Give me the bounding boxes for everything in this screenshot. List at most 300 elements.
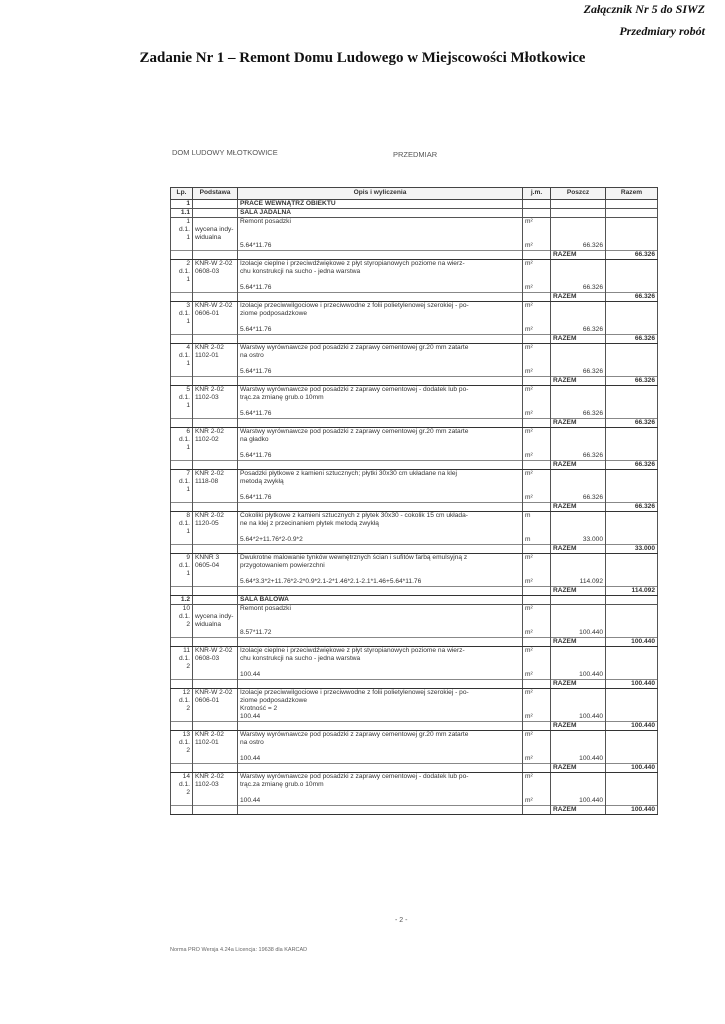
- calc-spacer: [606, 713, 658, 722]
- table-row: [171, 260, 658, 269]
- item-unit: [523, 697, 551, 705]
- item-basis: widualna: [193, 621, 238, 629]
- razem-spacer: [523, 587, 551, 596]
- calc-spacer: [606, 536, 658, 545]
- calc-value: 114.092: [551, 578, 606, 587]
- razem-spacer: [193, 503, 238, 512]
- calc-row: [171, 536, 658, 545]
- item-basis: [193, 486, 238, 494]
- item-basis: [193, 705, 238, 713]
- calc-row: [171, 494, 658, 503]
- item-description: chu konstrukcji na sucho - jedna warstwa: [238, 268, 523, 276]
- table-row: [171, 739, 658, 747]
- section-number: 1.2: [171, 596, 193, 605]
- item-description: ne na klej z przecinaniem płytek metodą zwykłą: [238, 520, 523, 528]
- calc-value: 66.326: [551, 494, 606, 503]
- item-unit: [523, 268, 551, 276]
- calc-spacer: [171, 284, 193, 293]
- item-lp: 1: [171, 276, 193, 284]
- calc-unit: m²: [523, 494, 551, 503]
- calc-spacer: [193, 629, 238, 638]
- item-partial: [551, 352, 606, 360]
- table-row: [171, 428, 658, 437]
- calc-unit: m²: [523, 242, 551, 251]
- razem-spacer: [523, 680, 551, 689]
- razem-label: RAZEM: [551, 419, 606, 428]
- razem-spacer: [238, 293, 523, 302]
- table-row: [171, 613, 658, 621]
- item-description: [238, 444, 523, 452]
- calc-unit: m²: [523, 713, 551, 722]
- razem-label: RAZEM: [551, 806, 606, 815]
- item-unit: m²: [523, 218, 551, 227]
- calc-value: 100.440: [551, 671, 606, 680]
- table-row: [171, 697, 658, 705]
- razem-label: RAZEM: [551, 638, 606, 647]
- calc-spacer: [171, 326, 193, 335]
- item-basis: 0608-03: [193, 655, 238, 663]
- item-basis: [193, 605, 238, 614]
- page-number: - 2 -: [395, 917, 408, 924]
- razem-row: [171, 251, 658, 260]
- razem-spacer: [171, 419, 193, 428]
- razem-spacer: [523, 503, 551, 512]
- razem-spacer: [193, 587, 238, 596]
- razem-value: 66.326: [606, 293, 658, 302]
- calc-spacer: [606, 326, 658, 335]
- calc-spacer: [171, 671, 193, 680]
- razem-spacer: [523, 722, 551, 731]
- item-partial: [551, 705, 606, 713]
- calc-spacer: [171, 755, 193, 764]
- razem-spacer: [238, 722, 523, 731]
- razem-spacer: [193, 764, 238, 773]
- calc-formula: 5.64*11.76: [238, 326, 523, 335]
- item-unit: [523, 226, 551, 234]
- item-partial: [551, 512, 606, 521]
- razem-spacer: [238, 806, 523, 815]
- calc-formula: 5.64*11.76: [238, 494, 523, 503]
- item-basis: [193, 318, 238, 326]
- item-unit: [523, 789, 551, 797]
- item-unit: [523, 621, 551, 629]
- calc-unit: m²: [523, 452, 551, 461]
- item-lp: 2: [171, 789, 193, 797]
- item-total: [606, 739, 658, 747]
- item-partial: [551, 613, 606, 621]
- item-basis: KNNR 3: [193, 554, 238, 563]
- razem-label: RAZEM: [551, 335, 606, 344]
- razem-spacer: [238, 377, 523, 386]
- item-partial: [551, 773, 606, 782]
- calc-spacer: [606, 671, 658, 680]
- item-basis: 1102-01: [193, 352, 238, 360]
- table-row: [171, 747, 658, 755]
- item-lp: d.1.: [171, 226, 193, 234]
- item-basis: 1102-02: [193, 436, 238, 444]
- item-lp: d.1.: [171, 520, 193, 528]
- item-partial: [551, 655, 606, 663]
- item-basis: [193, 276, 238, 284]
- item-lp: 1: [171, 486, 193, 494]
- item-description: [238, 360, 523, 368]
- table-row: [171, 344, 658, 353]
- table-row: [171, 647, 658, 656]
- attachment-label: Załącznik Nr 5 do SIWZ: [583, 2, 705, 16]
- section-spacer: [551, 200, 606, 209]
- table-row: [171, 234, 658, 242]
- item-total: [606, 781, 658, 789]
- item-description: przygotowaniem powierzchni: [238, 562, 523, 570]
- razem-value: 33.000: [606, 545, 658, 554]
- calc-spacer: [193, 797, 238, 806]
- table-row: [171, 655, 658, 663]
- calc-spacer: [171, 494, 193, 503]
- razem-row: [171, 722, 658, 731]
- item-partial: [551, 528, 606, 536]
- item-unit: [523, 444, 551, 452]
- item-unit: [523, 310, 551, 318]
- col-header-podstawa: Podstawa: [193, 188, 238, 200]
- item-basis: 0606-01: [193, 310, 238, 318]
- item-lp: 1: [171, 360, 193, 368]
- razem-spacer: [523, 377, 551, 386]
- page-title: Zadanie Nr 1 – Remont Domu Ludowego w Miejscowości Młotkowice: [139, 50, 586, 66]
- item-lp: 1: [171, 528, 193, 536]
- item-total: [606, 268, 658, 276]
- item-description: ziome podposadzkowe: [238, 310, 523, 318]
- item-total: [606, 428, 658, 437]
- item-unit: [523, 360, 551, 368]
- item-description: Dwukrotne malowanie tynków wewnętrznych ścian i sufitów farbą emulsyjną z: [238, 554, 523, 563]
- item-description: [238, 570, 523, 578]
- item-description: trąc.za zmianę grub.o 10mm: [238, 781, 523, 789]
- item-total: [606, 570, 658, 578]
- item-unit: m²: [523, 689, 551, 698]
- calc-spacer: [171, 713, 193, 722]
- item-lp: 1: [171, 402, 193, 410]
- calc-spacer: [193, 284, 238, 293]
- item-lp: 1: [171, 570, 193, 578]
- item-unit: m²: [523, 554, 551, 563]
- razem-value: 66.326: [606, 419, 658, 428]
- section-spacer: [606, 209, 658, 218]
- item-lp: d.1.: [171, 478, 193, 486]
- razem-row: [171, 545, 658, 554]
- item-unit: [523, 318, 551, 326]
- item-description: trąc.za zmianę grub.o 10mm: [238, 394, 523, 402]
- section-spacer: [193, 209, 238, 218]
- item-basis: KNR-W 2-02: [193, 260, 238, 269]
- item-basis: KNR-W 2-02: [193, 302, 238, 311]
- item-total: [606, 402, 658, 410]
- calc-value: 100.440: [551, 797, 606, 806]
- item-partial: [551, 234, 606, 242]
- item-total: [606, 621, 658, 629]
- table-row: [171, 302, 658, 311]
- razem-spacer: [238, 461, 523, 470]
- razem-spacer: [193, 545, 238, 554]
- calc-spacer: [606, 629, 658, 638]
- item-lp: 2: [171, 705, 193, 713]
- item-unit: m²: [523, 386, 551, 395]
- item-unit: m²: [523, 605, 551, 614]
- table-row: [171, 562, 658, 570]
- item-lp: 1: [171, 444, 193, 452]
- calc-formula: 5.64*11.76: [238, 242, 523, 251]
- calc-spacer: [171, 242, 193, 251]
- item-description: [238, 234, 523, 242]
- item-lp: d.1.: [171, 394, 193, 402]
- table-row: [171, 226, 658, 234]
- calc-spacer: [171, 629, 193, 638]
- table-row: [171, 360, 658, 368]
- item-description: Cokoliki płytkowe z kamieni sztucznych z płytek 30x30 - cokolik 15 cm układa-: [238, 512, 523, 521]
- razem-spacer: [193, 419, 238, 428]
- item-basis: [193, 663, 238, 671]
- calc-value: 33.000: [551, 536, 606, 545]
- section-spacer: [523, 200, 551, 209]
- calc-formula: 100.44: [238, 671, 523, 680]
- razem-spacer: [238, 545, 523, 554]
- calc-row: [171, 368, 658, 377]
- item-total: [606, 689, 658, 698]
- item-lp: 5: [171, 386, 193, 395]
- item-total: [606, 360, 658, 368]
- calc-spacer: [193, 578, 238, 587]
- calc-spacer: [193, 536, 238, 545]
- item-total: [606, 663, 658, 671]
- razem-spacer: [193, 806, 238, 815]
- item-description: Krotność = 2: [238, 705, 523, 713]
- item-total: [606, 344, 658, 353]
- item-basis: 1102-03: [193, 781, 238, 789]
- item-unit: [523, 234, 551, 242]
- razem-label: RAZEM: [551, 461, 606, 470]
- razem-row: [171, 293, 658, 302]
- razem-spacer: [171, 251, 193, 260]
- calc-spacer: [171, 452, 193, 461]
- item-basis: 1102-03: [193, 394, 238, 402]
- calc-value: 100.440: [551, 629, 606, 638]
- item-basis: wycena indy-: [193, 226, 238, 234]
- razem-row: [171, 587, 658, 596]
- item-total: [606, 310, 658, 318]
- calc-formula: 5.64*11.76: [238, 452, 523, 461]
- razem-spacer: [523, 638, 551, 647]
- section-spacer: [551, 209, 606, 218]
- table-row: [171, 386, 658, 395]
- table-row: [171, 731, 658, 740]
- item-basis: KNR 2-02: [193, 344, 238, 353]
- calc-unit: m²: [523, 797, 551, 806]
- item-description: Warstwy wyrównawcze pod posadzki z zaprawy cementowej gr.20 mm zatarte: [238, 731, 523, 740]
- calc-unit: m²: [523, 578, 551, 587]
- table-row: [171, 663, 658, 671]
- table-row: [171, 520, 658, 528]
- item-unit: m²: [523, 773, 551, 782]
- item-total: [606, 528, 658, 536]
- item-lp: d.1.: [171, 352, 193, 360]
- item-partial: [551, 276, 606, 284]
- table-row: [171, 478, 658, 486]
- table-row: [171, 773, 658, 782]
- item-description: [238, 226, 523, 234]
- item-basis: KNR 2-02: [193, 428, 238, 437]
- item-total: [606, 605, 658, 614]
- item-partial: [551, 605, 606, 614]
- calc-unit: m²: [523, 368, 551, 377]
- item-description: [238, 486, 523, 494]
- calc-value: 66.326: [551, 242, 606, 251]
- item-partial: [551, 394, 606, 402]
- item-basis: 1102-01: [193, 739, 238, 747]
- razem-spacer: [171, 545, 193, 554]
- item-lp: d.1.: [171, 268, 193, 276]
- razem-value: 100.440: [606, 722, 658, 731]
- razem-spacer: [171, 503, 193, 512]
- calc-row: [171, 755, 658, 764]
- razem-spacer: [171, 335, 193, 344]
- section-row: [171, 596, 658, 605]
- item-partial: [551, 310, 606, 318]
- razem-spacer: [238, 587, 523, 596]
- razem-value: 66.326: [606, 377, 658, 386]
- item-basis: [193, 218, 238, 227]
- razem-spacer: [171, 764, 193, 773]
- section-title: SALA JADALNA: [238, 209, 523, 218]
- razem-spacer: [171, 461, 193, 470]
- razem-spacer: [523, 461, 551, 470]
- item-partial: [551, 663, 606, 671]
- item-basis: KNR-W 2-02: [193, 647, 238, 656]
- item-total: [606, 613, 658, 621]
- calc-spacer: [171, 536, 193, 545]
- razem-spacer: [523, 293, 551, 302]
- item-description: [238, 276, 523, 284]
- item-partial: [551, 344, 606, 353]
- razem-value: 114.092: [606, 587, 658, 596]
- calc-unit: m²: [523, 671, 551, 680]
- item-total: [606, 218, 658, 227]
- item-partial: [551, 689, 606, 698]
- razem-label: RAZEM: [551, 545, 606, 554]
- item-basis: 0606-01: [193, 697, 238, 705]
- section-spacer: [523, 209, 551, 218]
- table-row: [171, 276, 658, 284]
- razem-label: RAZEM: [551, 680, 606, 689]
- calc-spacer: [606, 410, 658, 419]
- item-basis: [193, 402, 238, 410]
- item-description: Warstwy wyrównawcze pod posadzki z zaprawy cementowej gr.20 mm zatarte: [238, 344, 523, 353]
- calc-spacer: [193, 755, 238, 764]
- item-total: [606, 705, 658, 713]
- razem-spacer: [193, 680, 238, 689]
- section-spacer: [606, 200, 658, 209]
- table-row: [171, 528, 658, 536]
- razem-spacer: [171, 377, 193, 386]
- item-unit: [523, 486, 551, 494]
- razem-value: 66.326: [606, 461, 658, 470]
- calc-value: 66.326: [551, 326, 606, 335]
- item-total: [606, 789, 658, 797]
- item-lp: 1: [171, 318, 193, 326]
- item-description: Remont posadzki: [238, 605, 523, 614]
- col-header-lp: Lp.: [171, 188, 193, 200]
- razem-spacer: [171, 293, 193, 302]
- item-total: [606, 478, 658, 486]
- item-partial: [551, 470, 606, 479]
- item-basis: widualna: [193, 234, 238, 242]
- razem-row: [171, 764, 658, 773]
- item-unit: [523, 562, 551, 570]
- item-description: [238, 402, 523, 410]
- razem-spacer: [523, 251, 551, 260]
- scanned-page: [165, 140, 660, 813]
- estimate-table: [170, 187, 658, 815]
- item-total: [606, 647, 658, 656]
- table-row: [171, 570, 658, 578]
- table-row: [171, 402, 658, 410]
- section-spacer: [193, 200, 238, 209]
- item-unit: [523, 613, 551, 621]
- item-lp: 2: [171, 260, 193, 269]
- razem-label: RAZEM: [551, 503, 606, 512]
- item-lp: 9: [171, 554, 193, 563]
- item-unit: m: [523, 512, 551, 521]
- calc-formula: 5.64*11.76: [238, 368, 523, 377]
- calc-value: 100.440: [551, 755, 606, 764]
- item-lp: d.1.: [171, 739, 193, 747]
- calc-spacer: [193, 671, 238, 680]
- razem-spacer: [523, 806, 551, 815]
- calc-row: [171, 713, 658, 722]
- item-basis: [193, 570, 238, 578]
- calc-row: [171, 797, 658, 806]
- calc-formula: 100.44: [238, 797, 523, 806]
- item-description: Warstwy wyrównawcze pod posadzki z zaprawy cementowej - dodatek lub po-: [238, 386, 523, 395]
- calc-value: 66.326: [551, 452, 606, 461]
- item-description: Remont posadzki: [238, 218, 523, 227]
- calc-spacer: [606, 284, 658, 293]
- razem-value: 100.440: [606, 764, 658, 773]
- item-total: [606, 386, 658, 395]
- item-basis: 1118-08: [193, 478, 238, 486]
- calc-spacer: [606, 242, 658, 251]
- item-description: na ostro: [238, 739, 523, 747]
- calc-spacer: [193, 368, 238, 377]
- section-spacer: [606, 596, 658, 605]
- calc-spacer: [193, 494, 238, 503]
- razem-row: [171, 638, 658, 647]
- calc-value: 66.326: [551, 284, 606, 293]
- item-total: [606, 486, 658, 494]
- item-unit: [523, 739, 551, 747]
- item-unit: m²: [523, 302, 551, 311]
- razem-spacer: [238, 638, 523, 647]
- item-total: [606, 226, 658, 234]
- razem-value: 100.440: [606, 680, 658, 689]
- razem-row: [171, 461, 658, 470]
- item-lp: d.1.: [171, 310, 193, 318]
- item-unit: [523, 352, 551, 360]
- calc-unit: m²: [523, 410, 551, 419]
- razem-spacer: [171, 806, 193, 815]
- razem-label: RAZEM: [551, 587, 606, 596]
- item-unit: [523, 655, 551, 663]
- razem-spacer: [238, 335, 523, 344]
- calc-unit: m²: [523, 284, 551, 293]
